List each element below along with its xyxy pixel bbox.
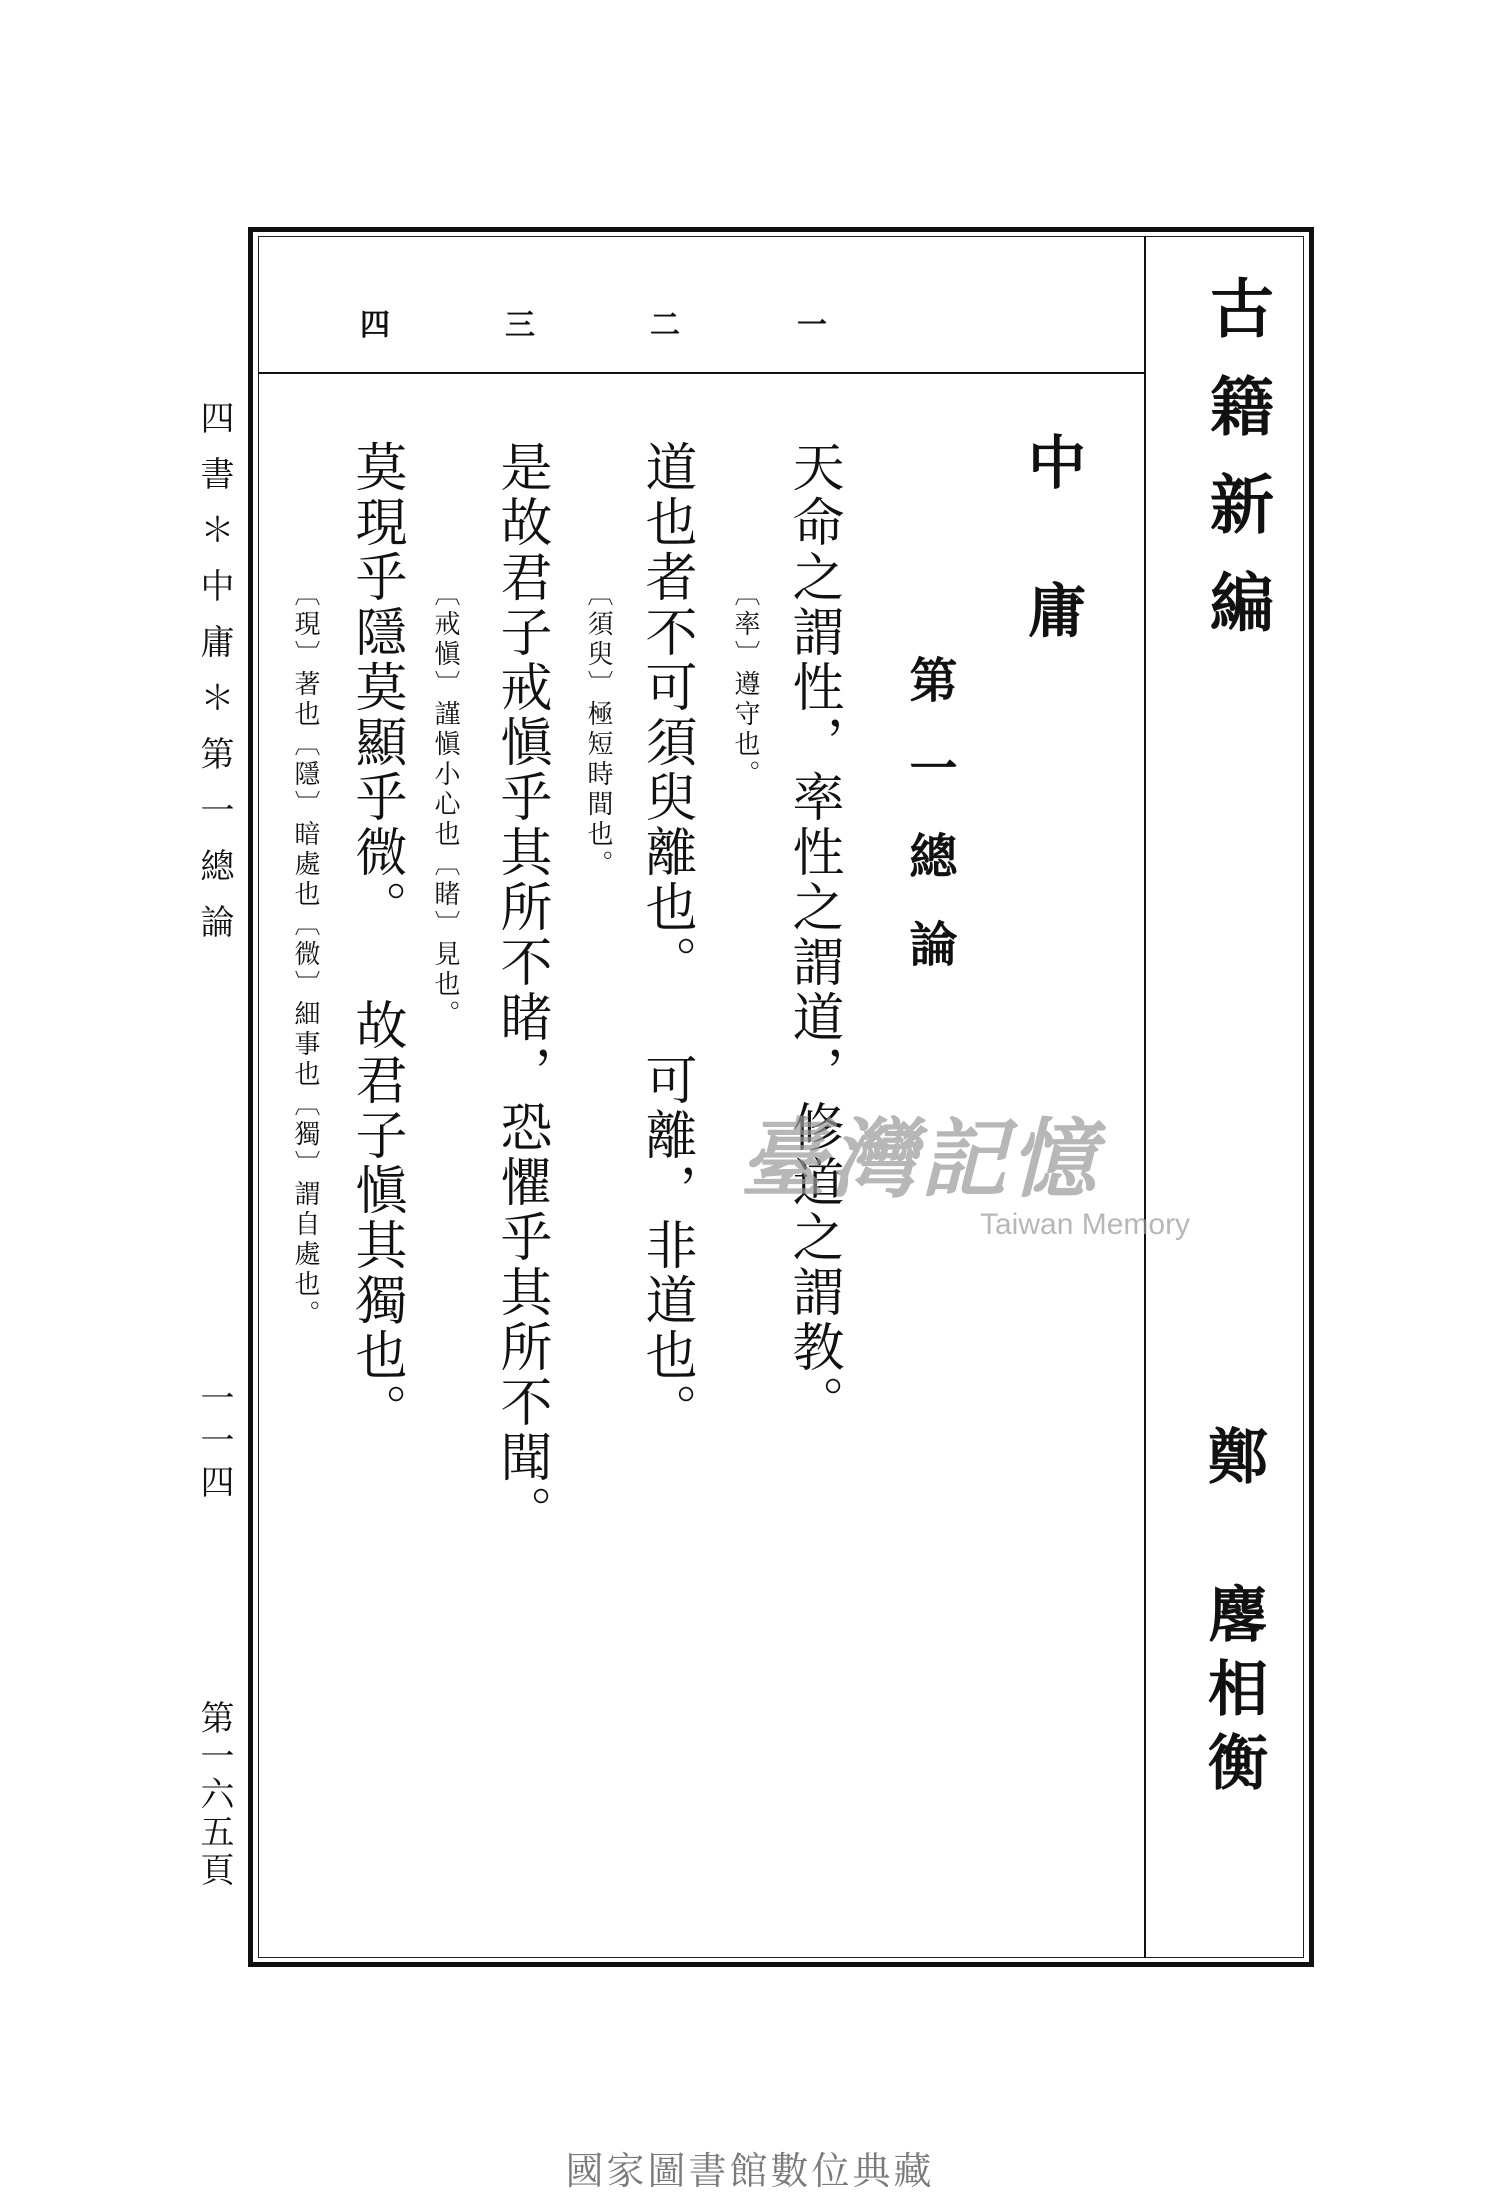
chapter-title: 中庸 bbox=[1018, 432, 1086, 728]
leaf-number: 一一四 bbox=[194, 1380, 234, 1506]
verse-2-text: 道也者不可須臾離也。 可離，非道也。 bbox=[636, 440, 696, 1438]
book-title: 古籍新編 bbox=[1199, 275, 1274, 667]
verse-number-1: 一 bbox=[797, 308, 827, 343]
watermark-text: 臺灣記憶 bbox=[740, 1109, 1100, 1210]
author-name: 鄭 麐相衡 bbox=[1198, 1425, 1268, 1805]
page-number: 第一六五頁 bbox=[194, 1700, 234, 1890]
verse-4-text: 莫現乎隱莫顯乎微。 故君子愼其獨也。 bbox=[346, 440, 406, 1438]
watermark-subtext: Taiwan Memory bbox=[980, 1208, 1191, 1241]
verse-1-text: 天命之謂性，率性之謂道，修道之謂教。 bbox=[783, 440, 843, 1430]
collection-caption: 國家圖書館數位典藏 bbox=[565, 2149, 935, 2193]
section-title: 第一總論 bbox=[901, 655, 957, 1007]
verse-number-3: 三 bbox=[505, 308, 535, 343]
verse-number-rule bbox=[258, 372, 1144, 374]
verse-3-text: 是故君子戒愼乎其所不睹，恐懼乎其所不聞。 bbox=[491, 440, 551, 1540]
verse-number-2: 二 bbox=[650, 308, 680, 343]
verse-4-note: 〔現〕著也〔隱〕暗處也〔微〕細事也〔獨〕謂自處也。 bbox=[290, 580, 320, 1330]
verse-3-note: 〔戒愼〕謹愼小心也〔睹〕見也。 bbox=[430, 580, 460, 1030]
verse-2-note: 〔須臾〕極短時間也。 bbox=[583, 580, 613, 880]
verse-number-4: 四 bbox=[360, 308, 390, 343]
running-header: 四書＊中庸＊第一總論 bbox=[194, 400, 234, 960]
verse-1-note: 〔率〕遵守也。 bbox=[730, 580, 760, 790]
watermark-logo bbox=[740, 1090, 1190, 1242]
